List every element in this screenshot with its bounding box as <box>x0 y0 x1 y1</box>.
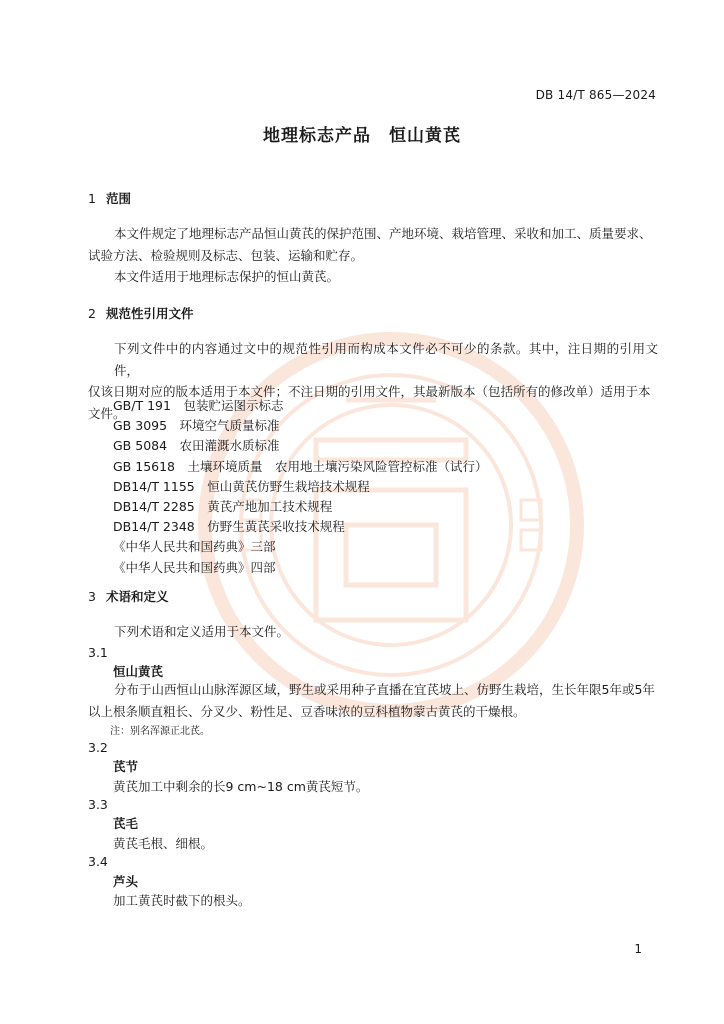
term-note: 注：别名浑源正北芪。 <box>110 726 210 737</box>
document-title: 地理标志产品 恒山黄芪 <box>263 126 461 146</box>
term-number: 3.1 <box>88 645 108 660</box>
term-name: 芪节 <box>113 759 139 774</box>
section-title: 范围 <box>106 191 132 206</box>
term-number: 3.2 <box>88 740 108 755</box>
text-line: 下列术语和定义适用于本文件。 <box>114 624 290 639</box>
reference-item: DB14/T 2348 仿野生黄芪采收技术规程 <box>113 519 345 535</box>
text-line: 分布于山西恒山山脉浑源区域，野生或采用种子直播在宜芪坡上、仿野生栽培，生长年限5年或5年 <box>114 682 655 697</box>
reference-item: GB 5084 农田灌溉水质标准 <box>113 438 280 454</box>
term-name: 芦头 <box>113 874 139 889</box>
text-line: 仅该日期对应的版本适用于本文件；不注日期的引用文件，其最新版本（包括所有的修改单）适用于本 <box>88 384 651 399</box>
reference-item: 《中华人民共和国药典》四部 <box>113 559 276 575</box>
section-number: 1 <box>88 191 96 206</box>
section-number: 2 <box>88 306 96 321</box>
term-number: 3.3 <box>88 797 108 812</box>
section-title: 规范性引用文件 <box>106 306 194 321</box>
reference-item: 《中华人民共和国药典》三部 <box>113 539 276 555</box>
section-heading-scope <box>88 189 131 207</box>
text-line: 文件。 <box>88 405 126 421</box>
section-heading-normative-references <box>88 304 194 322</box>
term-name: 恒山黄芪 <box>113 664 164 679</box>
term-definition: 黄芪毛根、细根。 <box>113 836 214 851</box>
term-number: 3.4 <box>88 854 108 869</box>
term-definition <box>88 679 658 722</box>
reference-item: DB14/T 1155 恒山黄芪仿野生栽培技术规程 <box>113 478 370 494</box>
section-title: 术语和定义 <box>106 589 169 604</box>
text-line: 本文件规定了地理标志产品恒山黄芪的保护范围、产地环境、栽培管理、采收和加工、质量要求、 <box>114 226 652 241</box>
terms-intro <box>88 621 658 643</box>
reference-item: GB 3095 环境空气质量标准 <box>113 418 280 434</box>
term-definition: 加工黄芪时截下的根头。 <box>113 893 251 908</box>
scope-paragraph <box>88 223 658 288</box>
section-heading-terms <box>88 587 169 605</box>
section-number: 3 <box>88 589 96 604</box>
text-line: 试验方法、检验规则及标志、包装、运输和贮存。 <box>88 247 364 263</box>
term-definition: 黄芪加工中剩余的长9 cm~18 cm黄芪短节。 <box>113 779 369 794</box>
page-number: 1 <box>634 942 642 956</box>
text-line: 以上根条顺直粗长、分叉少、粉性足、豆香味浓的豆科植物蒙古黄芪的干燥根。 <box>88 703 526 719</box>
reference-item: GB/T 191 包装贮运图示标志 <box>113 398 284 413</box>
text-line: 下列文件中的内容通过文中的规范性引用而构成本文件必不可少的条款。其中，注日期的引用文件， <box>114 341 658 378</box>
term-name: 芪毛 <box>113 816 139 831</box>
reference-list <box>113 396 488 578</box>
reference-item: GB 15618 土壤环境质量 农用地土壤污染风险管控标准（试行） <box>113 458 488 474</box>
reference-item: DB14/T 2285 黄芪产地加工技术规程 <box>113 498 333 514</box>
standard-number: DB 14/T 865—2024 <box>535 88 656 102</box>
text-line: 本文件适用于地理标志保护的恒山黄芪。 <box>114 269 340 284</box>
